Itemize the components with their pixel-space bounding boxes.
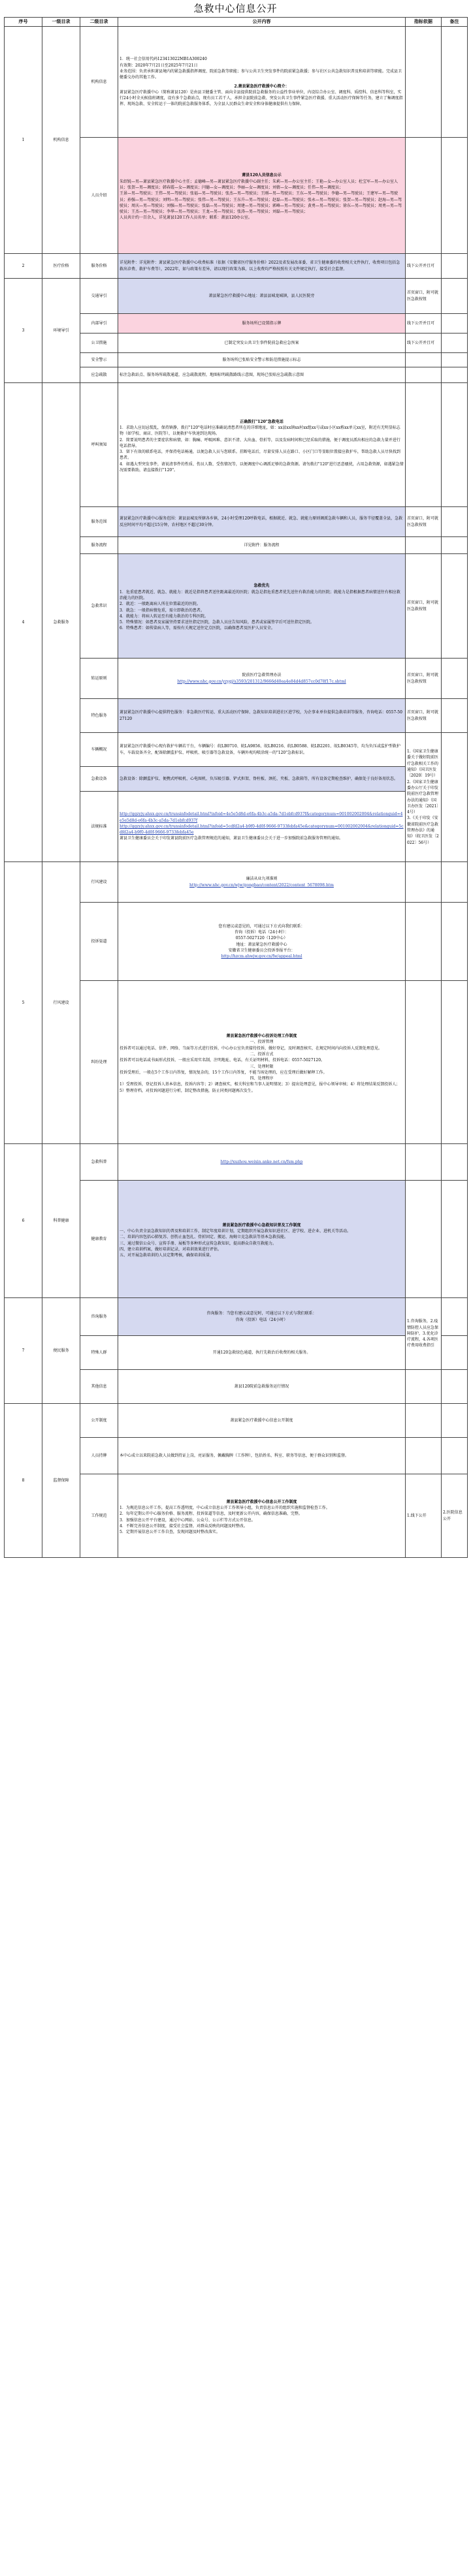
referral-link[interactable]: http://www.nhc.gov.cn/yzygj/s3593/201312/9666d40ea4e84d4d857cc0d78f17c.shtml [177, 679, 346, 684]
org-intro: 萧县紧急医疗救援中心（简称萧县120）是由县卫健委主管、面向全县提供院前急救服务的公益性事业单位，内设综合办公室、调度科、质控科、信息科等科室，实行24小时全天候值班调度，设有多个急救站点，现有员工若干人，承担全县院前急救、突发公共卫生事件紧急医疗救援、重大活动医疗保障等任务，建立了集调度指挥、现场急救、安全转运于一体的院前急救服务体系，为全县人民群众生命安全和身体健康提供有力保障。 [120, 89, 403, 107]
staff-line: 朱绍锐—男—萧县紧急医疗救援中心主任；孟德峰—男—萧县紧急医疗救援中心副主任；朱莉—男—办公室主任；王艳—女—办公室人员；杜宝军—男—办公室人员；张贺—男—调度员；韩春霞—女—调度员；闫德—女—调度员；李丽—女—调度员；刘倩—女—调度员；任伟—男—调度员； [120, 179, 398, 190]
note-cell [442, 314, 468, 334]
call-paragraph: 3．留下有效的联系电话，并保持电话畅通，以便急救人员与您联系。挂断电话后，尽量安排人员在路口、小区门口等显眼位置接应救护车，帮助急救人员尽快找到患者。 [120, 450, 400, 461]
public-health-cell: 已制定突发公共卫生事件院前急救应急预案 [118, 334, 406, 353]
row-l2: 咨询服务 [80, 1298, 118, 1336]
health-line: 二、培训内容包括心肺复苏、创伤止血包扎、骨折固定、搬运、海姆立克急救法等基本急救技能。 [120, 1235, 289, 1240]
conduct-title: 廉洁从业九项准则 [246, 877, 278, 882]
table-row [5, 27, 468, 138]
health-title: 萧县紧急医疗救援中心急救知识普及工作制度 [222, 1222, 301, 1228]
complaint-line: 咨询（投诉）电话（24小时）： [235, 929, 289, 935]
basis-cell [406, 733, 442, 862]
row-l2: 内部导引 [80, 314, 118, 334]
conduct-link[interactable]: http://www.nhc.gov.cn/wjw/gongbao/content/2022/content_5678098.htm [189, 882, 334, 888]
row-l2: 服务价格 [80, 254, 118, 279]
duty-cell: 本中心成立以来院前急救人员做到持证上岗，亮证服务，佩戴胸牌（工作牌），包括姓名、科室、职务等信息，便于群众识别和监督。 [118, 1438, 406, 1474]
first-aid-line: 5．特殊情况：如患者及家属坚持要求送往指定医院，急救人员应告知风险，患者或家属签字后可送往指定医院。 [120, 620, 314, 625]
law-cell [118, 792, 406, 862]
row-l2: 安全警示 [80, 353, 118, 367]
consult-line: 咨询（投诉）电话（24小时） [235, 1317, 288, 1322]
disclosure-table [4, 17, 468, 1558]
popsci-cell [118, 1144, 406, 1181]
note-cell [442, 367, 468, 383]
first-aid-cell [118, 554, 406, 659]
consult-cell [118, 1298, 406, 1336]
note-cell [442, 1298, 468, 1336]
first-aid-line: 1．危重症患者就近、就急、就能力：就近是指将患者送往距离最近的医院；就急是指危重患者优先送往有救治能力的医院；就能力是指根据患者病情送往有相应救治能力的医院。 [120, 589, 400, 600]
row-l2: 车辆概况 [80, 733, 118, 767]
call-paragraph: 1．求助人应切忌慌乱，保持镇静，拨打"120"电话时应准确说清患者所在的详细地址，如：xx县xx镇xx村xx组xx号或xx小区xx栋xx单元xx室，附近有无明显标志物（如学校、商店、医院等），以便救护车快速到达现场。 [120, 425, 400, 437]
basis-cell [406, 537, 442, 554]
basis-cell: 首页窗口，附可就医急救按钮 [406, 554, 442, 659]
section-no: 3 [5, 279, 42, 383]
table-row [5, 254, 468, 279]
transport-cell: 萧县紧急医疗救援中心地址：萧县县城龙城镇，县人民医院旁 [118, 279, 406, 314]
basis-cell [406, 1438, 442, 1474]
note-cell [442, 138, 468, 254]
special-service-cell: 萧县紧急医疗救援中心提供特色服务：非急救医疗转运、重大活动医疗保障、急救知识培训进社区进学校，为企事业单位提供急救培训等服务，咨询电话：0557-5027120 [118, 699, 406, 733]
table-header-row [5, 18, 468, 27]
referral-cell [118, 659, 406, 699]
row-l2: 服务流程 [80, 537, 118, 554]
note-cell [442, 659, 468, 699]
table-row [5, 862, 468, 903]
safety-cell: 服务场所已张贴安全警示和防范措施提示标志 [118, 353, 406, 367]
section-l1: 监督保障 [42, 1404, 80, 1558]
work-line: 1．为规范信息公开工作，提高工作透明度，中心成立信息公开工作领导小组，负责信息公开的组织实施和监督检查工作。 [120, 1505, 330, 1510]
basis-line: 3.《关于印发《安徽省院前医疗急救管理办法》的通知》（皖卫医发〔2022〕56号） [407, 816, 439, 845]
table-row [5, 1144, 468, 1181]
row-l2: 人员持牌 [80, 1438, 118, 1474]
health-cell [118, 1181, 406, 1298]
basis-cell [406, 1370, 442, 1404]
law-link[interactable]: http://ggzyjy.ahxx.gov.cn/trunsinfodetail.html?infoid=4e5e5d8d-e6fa-4b3c-a5da-7d1ebfcd937f&categorynum=001002002004&relationguid=4e5e5d8d-e6fa-4b3c-a5da-7d1ebfcd937f [120, 812, 403, 823]
special-group-cell: 开通120急救绿色通道，执行先救治后收费的相关服务。 [118, 1336, 406, 1370]
header-note: 备注 [442, 18, 468, 27]
price-cell: 详见附件：详见附件：萧县紧急医疗救援中心收费标准（依据《安徽省医疗服务价格》2022及省发展改革委、省卫生健康委的收费相关文件执行，收费项目包括急救出诊费、救护车费等），2022年，如与政策有差异，请以现行政策为准，以上收费均严格按照有关文件规定执行，接受社会监督。 [118, 254, 406, 279]
dispute-cell [118, 981, 406, 1144]
row-l2: 服务范围 [80, 507, 118, 537]
basis-line: 2.《国家卫生健康委办公厅关于印发院前医疗急救管理办法的通知》（国卫办医发〔2021〕4号） [407, 779, 439, 815]
health-line: 五、对开展急救培训的人员定期考核，确保培训质量。 [120, 1253, 214, 1258]
basis-cell: 线下公开并且可 [406, 314, 442, 334]
note-cell: 2.医院信息公开 [442, 1474, 468, 1558]
section-l1: 急救服务 [42, 383, 80, 862]
basis-cell [406, 1181, 442, 1298]
note-cell [442, 1370, 468, 1404]
basis-cell [406, 367, 442, 383]
section-l1: 科普健康 [42, 1144, 80, 1298]
section-no: 5 [5, 862, 42, 1144]
org-valid: 有效期：2020年7月21日至2025年7月21日 [120, 63, 198, 68]
row-l2: 急救设备 [80, 767, 118, 792]
org-code: 1．统一社会信用代码123413022MB1A300240 [120, 57, 207, 62]
first-aid-title: 急救优先 [253, 583, 270, 589]
section-l1: 便民服务 [42, 1298, 80, 1404]
org-desc: 业务范围：负责承担萧县境内的紧急救援指挥调度、院前急救等职能；参与公共卫生突发事件的院前紧急救援；参与社区公共急救知识普及和培训等职能。完成县卫健委交办的其他工作。 [120, 69, 402, 80]
complaint-line: 0557-5027120（120中心） [235, 936, 288, 941]
basis-cell: 线下公开并且可 [406, 334, 442, 353]
dispute-line: 一、投诉管理 [250, 1040, 274, 1045]
dispute-line: 二、投诉方式 [250, 1051, 274, 1057]
row-l2: 应急疏散 [80, 367, 118, 383]
basis-cell [406, 353, 442, 367]
basis-cell [406, 138, 442, 254]
section-l1: 环境导引 [42, 279, 80, 383]
note-cell [442, 507, 468, 537]
work-norm-cell [118, 1474, 406, 1558]
health-line: 一、中心负责全县急救知识的普及和培训工作，制定年度培训计划，定期组织开展急救知识进社区、进学校、进企业、进机关等活动。 [120, 1228, 351, 1234]
section-l1: 医疗价格 [42, 254, 80, 279]
row-l2: 工作规范 [80, 1474, 118, 1558]
org-info-cell [118, 27, 406, 138]
note-cell [442, 334, 468, 353]
table-row [5, 383, 468, 507]
dispute-line: 投诉者可以通过电话、信件、网络、当面等方式进行投诉，中心办公室负责接待投诉，做好登记，及时调查核实，在规定时间内向投诉人反馈处理意见。 [120, 1046, 383, 1051]
staff-line: 人员共计约一百余人，详见萧县120工作人员名单；联系：萧县120办公室。 [120, 215, 252, 221]
note-cell [442, 1336, 468, 1370]
header-l2: 二级目录 [80, 18, 118, 27]
row-l2: 人员介绍 [80, 138, 118, 254]
row-l2: 公卫措施 [80, 334, 118, 353]
row-l2: 呼叫须知 [80, 383, 118, 507]
escape-cell: 标注急救站点、服务场所疏散通道，应急疏散流程，地图标明疏散路线示意图，现场已张贴应急疏散示意图 [118, 367, 406, 383]
note-cell [442, 554, 468, 659]
row-l2: 交通导引 [80, 279, 118, 314]
dispute-line: 四、处理程序 [250, 1076, 274, 1081]
org-intro-title: 2.萧县紧急医疗救援中心简介： [234, 84, 289, 89]
row-l2: 公开制度 [80, 1404, 118, 1438]
dispute-line: 1）受理投诉，登记投诉人基本信息，投诉内容等；2）调查核实，相关科室和当事人说明情况；3）提出处理意见，报中心领导审核；4）将处理结果反馈投诉人；5）整理存档，对投诉问题进行分析，制定整改措施，防止同类问题再次发生。 [120, 1082, 400, 1093]
row-l2: 特色服务 [80, 699, 118, 733]
first-aid-line: 6．特殊患者：如传染病人等，需按有关规定送往定点医院，以确保患者及医护人员安全。 [120, 626, 275, 631]
row-l2: 机构信息 [80, 27, 118, 138]
work-line: 4．不断完善信息公开制度，接受社会监督，对群众反映的问题及时整改。 [120, 1523, 248, 1529]
page-title: 急救中心信息公开 [193, 3, 278, 14]
basis-cell: 首页窗口，附可就医急救按钮 [406, 279, 442, 314]
section-l1: 行风建设 [42, 862, 80, 1144]
law-link[interactable]: http://ggzyjy.ahxx.gov.cn/trunsinfodetail.html?infoid=5cdfd2a4-b9f0-4d0f-9666-9733febfa45e&categorynum=001002002004&relationguid=5cdfd2a4-b9f0-4d0f-9666-9733febfa45e [120, 824, 404, 835]
section-no: 8 [5, 1404, 42, 1558]
row-l2: 特殊人群 [80, 1336, 118, 1370]
note-cell [442, 733, 468, 862]
scope-cell: 萧县紧急医疗救援中心服务范围：萧县县城及所辖各乡镇，24小时受理120呼救电话，根据就近、就急、就能力原则调派急救车辆和人员，服务半径覆盖全县，急救反应时间平均不超过15分钟，农村地区不超过30分钟。 [118, 507, 406, 537]
table-row [5, 1298, 468, 1336]
header-content: 公开内容 [118, 18, 406, 27]
law-text: 萧县卫生健康委员会关于印发萧县院前医疗急救管理规范的通知，萧县卫生健康委员会关于进一步加强院前急救服务管理的通知。 [120, 836, 344, 841]
dispute-line: 投诉受理后，一般在5个工作日内答复，情况复杂的，15个工作日内答复，不能当场处理的，应在受理后做好解释工作。 [120, 1070, 327, 1075]
row-l2: 行风建设 [80, 862, 118, 903]
basis-cell [406, 862, 442, 903]
note-cell [442, 1438, 468, 1474]
complaint-line: 安徽省卫生健康委员会投诉举报平台： [228, 948, 295, 953]
note-cell [442, 862, 468, 903]
section-no: 2 [5, 254, 42, 279]
note-cell [442, 981, 468, 1144]
header-basis: 指标依据 [406, 18, 442, 27]
basis-cell: 首页窗口，附可就医急救按钮 [406, 507, 442, 537]
basis-cell [406, 383, 442, 507]
health-line: 三、通过微信公众号、宣传手册、展板等多种形式宣传急救知识，提高群众自救互救能力。 [120, 1241, 277, 1246]
note-cell [442, 353, 468, 367]
basis-cell: 首页窗口，附可就医急救按钮 [406, 699, 442, 733]
row-l2: 纠纷处理 [80, 981, 118, 1144]
row-l2: 其他信息 [80, 1370, 118, 1404]
conduct-cell [118, 862, 406, 903]
work-line: 2．每年定期公开中心服务价格、服务流程、投诉渠道等信息，及时更新公开内容，确保信息准确、完整。 [120, 1512, 302, 1517]
complaint-line: 地址：萧县紧急医疗救援中心 [236, 942, 287, 947]
complaint-link[interactable]: http://hzcm.ahwjw.gov.cn/fw/appeal.html [221, 954, 302, 959]
table-row [5, 1404, 468, 1438]
section-no: 6 [5, 1144, 42, 1298]
note-cell [442, 1181, 468, 1298]
first-aid-line: 2．就近：一般距离病人所在位置最近的医院。 [120, 602, 201, 607]
equipment-cell: 急救设备：除颤监护仪、便携式呼吸机、心电图机、负压吸引器、铲式担架、脊柱板、颈托、夹板、急救箱等，所有设备定期检查维护，确保处于良好备用状态。 [118, 767, 406, 792]
row-l2: 急救科普 [80, 1144, 118, 1181]
section-no: 1 [5, 27, 42, 254]
other-info-cell: 萧县120院前急救服务运行情况 [118, 1370, 406, 1404]
basis-cell: 线下公开并且可 [406, 254, 442, 279]
basis-cell [406, 981, 442, 1144]
staff-line: 王景—男—驾驶员；王伟—男—驾驶员；张福—男—驾驶员；张杰—男—驾驶员；王刚—男—驾驶员；王东—男—驾驶员；李德—男—驾驶员；王建军—男—驾驶员；孙强—男—驾驶员；刘明—男—驾驶员；张伟—男—驾驶员；王东升—男—驾驶员；赵磊—男—驾驶员；张永—男—驾驶员；张贺—男—驾驶员；赵海—男—驾驶员；周庆—男—驾驶员；刘强—男—驾驶员；张磊—男—驾驶员；周建—男—驾驶员；郭峰—男—驾驶员；黄勇—男—驾驶员；徐东—男—驾驶员；周勇—男—驾驶员；王杰—男—驾驶员；李华—男—驾驶员；王龙—男—驾驶员；张涛—男—驾驶员；刘磊—男—驾驶员； [120, 191, 402, 215]
note-cell [442, 383, 468, 507]
row-l2: 健康教育 [80, 1181, 118, 1298]
row-l2: 投诉渠道 [80, 903, 118, 981]
dispute-line: 三、处理时限 [250, 1064, 274, 1069]
basis-line: 1.《国家卫生健康委关于做好院前医疗急救相关工作的通知》（国卫医发〔2020〕19号） [407, 749, 439, 779]
note-cell [442, 279, 468, 314]
note-cell [442, 903, 468, 981]
first-aid-line: 4．就能力：将病人转运至有能力救治的专科医院。 [120, 613, 208, 619]
note-cell [442, 537, 468, 554]
section-l1: 机构信息 [42, 27, 80, 254]
call-guide-cell [118, 383, 406, 507]
note-cell [442, 699, 468, 733]
dispute-title: 萧县紧急医疗救援中心投诉处理工作制度 [226, 1034, 297, 1039]
inner-guide-cell: 服务场所已设置指示牌 [118, 314, 406, 334]
basis-cell [406, 27, 442, 138]
referral-title: 院前医疗急救管理办法 [242, 673, 282, 678]
row-l2: 法规标准 [80, 792, 118, 862]
work-title: 萧县紧急医疗救援中心信息公开工作制度 [226, 1499, 297, 1504]
call-paragraph: 4．如遇大型突发事件，请说清事件的性质、伤员人数、受伤情况等，以便调度中心调派足够的急救资源。请勿拨打"120"进行恶意骚扰，占用急救资源，如遇紧急情况需要救助，请直接拨打"120"。 [120, 461, 404, 473]
note-cell [442, 1144, 468, 1181]
work-line: 3．加强信息公开平台建设，通过中心网站、公众号、公示栏等方式公开信息。 [120, 1517, 255, 1523]
vehicle-cell: 萧县紧急医疗救援中心现有救护车辆若干台，车辆编号：皖LB0710、皖LA9856、皖LB0216、皖LB0588、皖LB2201、皖LB0345等，均为负压或监护型救护车，车载设备齐全，配备除颤监护仪、呼吸机、吸引器等急救设备，车辆外观均喷涂统一的"120"急救标识。 [118, 733, 406, 767]
basis-cell [406, 903, 442, 981]
consult-line: 咨询服务：当您有建议或意见时，可通过以下方式与我们联系： [206, 1311, 317, 1316]
basis-cell: 首页窗口，附可就医急救按钮 [406, 659, 442, 699]
row-l2: 转运原则 [80, 659, 118, 699]
section-no: 4 [5, 383, 42, 862]
header-seq: 序号 [5, 18, 42, 27]
basis-cell: 1.线下公开 [406, 1474, 442, 1558]
popsci-link[interactable]: http://xuzhou.weixin.anke.net.cn/fsm.php [220, 1159, 303, 1164]
basis-cell: 1.咨询服务，2.疫情防控人员应急保障防护，3.优化诊疗流程，4.各项医疗费用收费指引 [406, 1298, 442, 1370]
call-title: 正确拨打"120"急救电话 [240, 419, 284, 424]
staff-cell [118, 138, 406, 254]
note-cell [442, 1404, 468, 1438]
note-cell [442, 27, 468, 138]
complaint-line: 您有建议或意见的，可通过以下方式向我们联系： [218, 923, 305, 929]
section-no: 7 [5, 1298, 42, 1404]
work-line: 5．定期开展信息公开工作自查，发现问题及时整改落实。 [120, 1530, 220, 1535]
open-cell: 萧县紧急医疗救援中心信息公开制度 [118, 1404, 406, 1438]
basis-cell [406, 1144, 442, 1181]
first-aid-line: 3．就急：一般指病情危重，需立即救治的患者。 [120, 608, 204, 613]
row-l2: 急救常识 [80, 554, 118, 659]
dispute-line: 投诉者可以电话或书面形式投诉，一般应采用实名制，注明地址、电话，有关证明材料，投诉电话：0557-5027120。 [120, 1058, 325, 1063]
flow-cell: 详见附件：服务流程 [118, 537, 406, 554]
header-l1: 一级目录 [42, 18, 80, 27]
table-row [5, 279, 468, 314]
staff-title: 萧县120人员信息公示 [242, 173, 282, 178]
call-paragraph: 2．简要说明患者的主要症状和病情，如：胸痛、呼吸困难、意识不清、大出血、骨折等，以及发病时间和已经采取的措施，便于调度员派出相应的急救力量并进行电话指导。 [120, 437, 400, 448]
note-cell [442, 254, 468, 279]
complaint-cell [118, 903, 406, 981]
health-line: 四、建立培训档案，做好培训记录，对培训效果进行评估。 [120, 1247, 222, 1252]
basis-cell [406, 1404, 442, 1438]
